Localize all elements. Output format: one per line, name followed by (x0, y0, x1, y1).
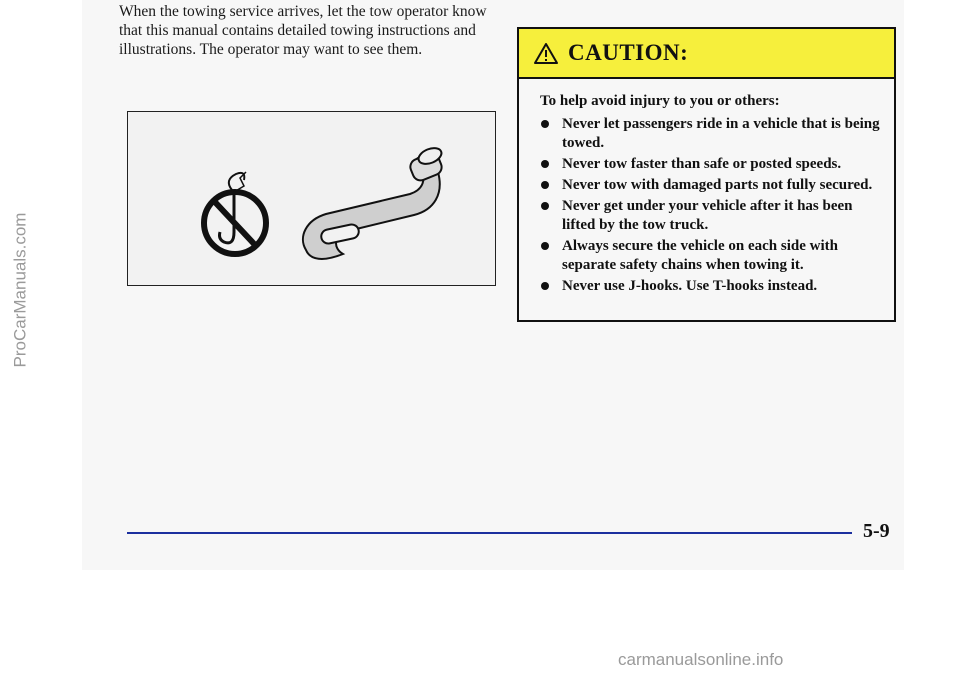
caution-title: CAUTION: (568, 40, 689, 65)
footer-rule (127, 532, 852, 534)
list-item: Never use J-hooks. Use T-hooks instead. (519, 277, 894, 296)
side-watermark: ProCarManuals.com (10, 212, 30, 368)
bullet-icon (541, 181, 549, 189)
caution-intro: To help avoid injury to you or others: (540, 93, 780, 109)
warning-triangle-icon (533, 42, 559, 65)
bullet-icon (541, 202, 549, 210)
bullet-icon (541, 282, 549, 290)
list-item: Never tow faster than safe or posted speeds. (519, 155, 894, 174)
footer-watermark: carmanualsonline.info (618, 650, 784, 669)
caution-header (519, 29, 894, 79)
list-item: Never get under your vehicle after it has been lifted by the tow truck. (519, 197, 894, 235)
list-item: Never let passengers ride in a vehicle that is being towed. (519, 115, 894, 153)
list-item: Never tow with damaged parts not fully secured. (519, 176, 894, 195)
intro-paragraph: When the towing service arrives, let the tow operator know that this manual contains detailed towing instructions and illustrations. The operator may want to see them. (119, 3, 487, 58)
caution-box (517, 27, 896, 322)
list-item: Always secure the vehicle on each side with separate safety chains when towing it. (519, 237, 894, 275)
t-hook-icon (303, 145, 444, 259)
bullet-icon (541, 160, 549, 168)
bullet-icon (541, 242, 549, 250)
no-j-hook-icon (204, 172, 266, 254)
towing-hook-illustration (127, 111, 496, 286)
page-number: 5-9 (863, 520, 890, 542)
caution-list (519, 115, 894, 296)
bullet-icon (541, 120, 549, 128)
